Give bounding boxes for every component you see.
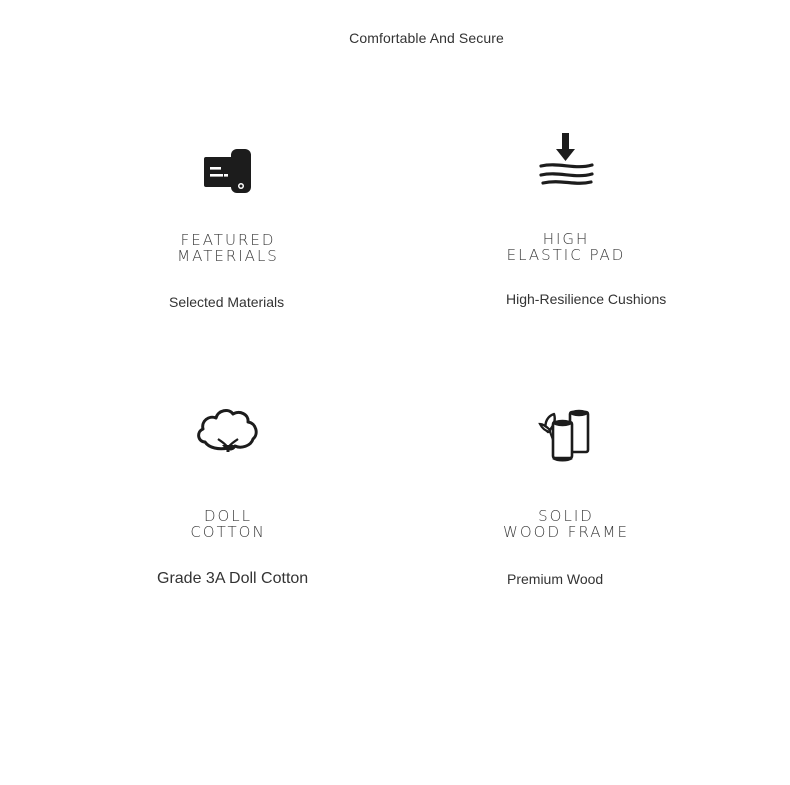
feature-description: Grade 3A Doll Cotton xyxy=(157,570,309,587)
fabric-roll-icon xyxy=(128,132,328,212)
compression-arrow-icon xyxy=(466,115,666,195)
cotton-flower-icon xyxy=(128,390,328,470)
feature-caption: HIGH ELASTIC PAD xyxy=(506,230,626,264)
wood-log-leaf-icon xyxy=(466,394,666,474)
section-heading: Comfortable And Secure xyxy=(349,30,504,46)
feature-description: Premium Wood xyxy=(507,571,604,587)
feature-caption: DOLL COTTON xyxy=(190,507,266,541)
feature-caption: SOLID WOOD FRAME xyxy=(503,507,629,541)
feature-description: High-Resilience Cushions xyxy=(506,291,667,307)
feature-description: Selected Materials xyxy=(169,294,285,310)
feature-caption: FEATURED MATERIALS xyxy=(177,231,279,265)
